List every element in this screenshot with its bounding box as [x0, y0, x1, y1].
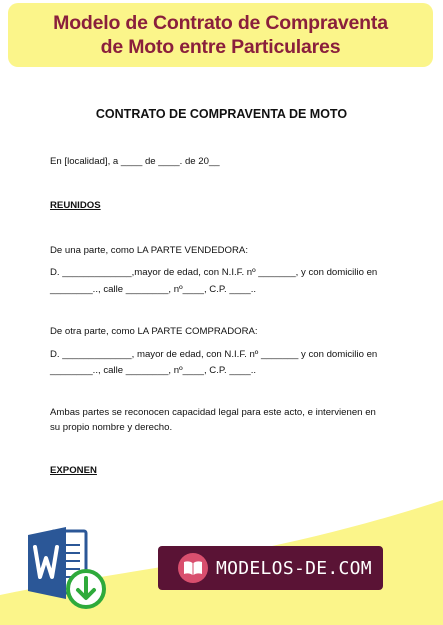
brand-name: MODELOS-DE.COM: [216, 557, 372, 579]
buyer-intro: De otra parte, como LA PARTE COMPRADORA:: [50, 326, 258, 337]
capacity-line-1: Ambas partes se reconocen capacidad legal para este acto, e intervienen en: [50, 407, 376, 418]
seller-line-2: ________.., calle ________, nº____, C.P. ____..: [50, 284, 257, 295]
seller-line-1: D. _____________,mayor de edad, con N.I.F. nº _______, y con domicilio en: [50, 267, 378, 278]
contract-heading: CONTRATO DE COMPRAVENTA DE MOTO: [95, 107, 348, 121]
word-document-icon: [26, 525, 108, 613]
title-banner: [8, 3, 433, 67]
buyer-line-1: D. _____________, mayor de edad, con N.I.F. nº _______ y con domicilio en: [50, 349, 378, 360]
capacity-line-2: su propio nombre y derecho.: [50, 422, 173, 433]
brand-badge[interactable]: [158, 546, 383, 590]
section-reunidos: REUNIDOS: [50, 200, 101, 211]
buyer-line-2: ________.., calle ________, nº____, C.P. ____..: [50, 365, 257, 376]
page-title-line-2: de Moto entre Particulares: [100, 36, 341, 58]
page-title-line-1: Modelo de Contrato de Compraventa: [53, 12, 388, 34]
place-date-line: En [localidad], a ____ de ____. de 20__: [50, 156, 220, 167]
seller-intro: De una parte, como LA PARTE VENDEDORA:: [50, 245, 248, 256]
book-icon: [178, 553, 208, 583]
section-exponen: EXPONEN: [50, 465, 97, 476]
